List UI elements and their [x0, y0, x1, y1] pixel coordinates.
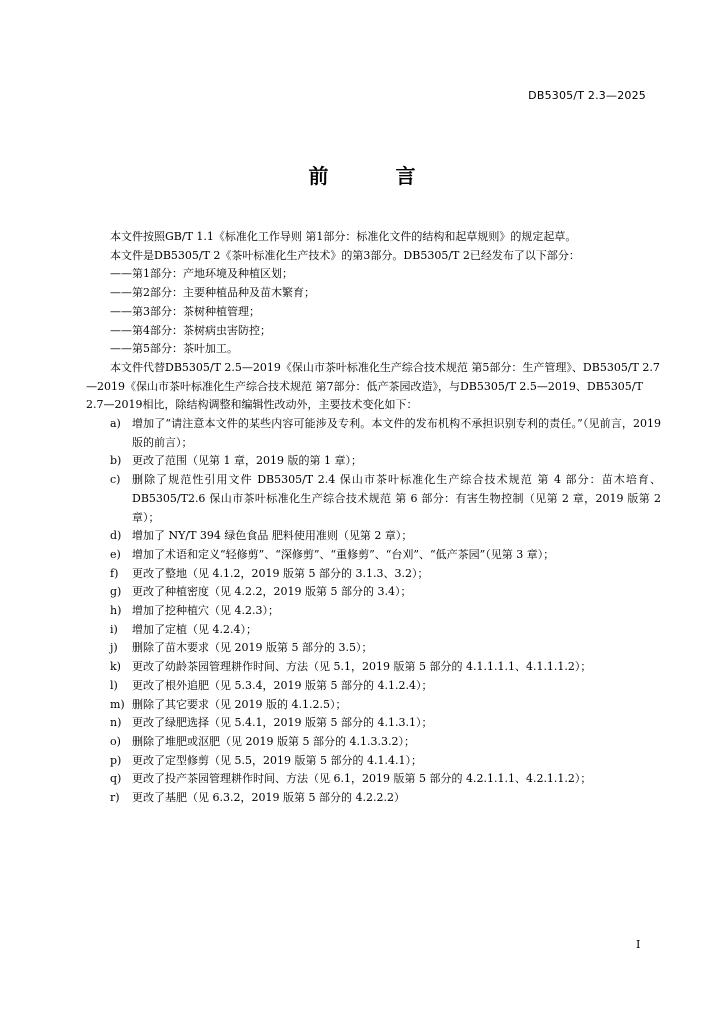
change-text: 更改了投产茶园管理耕作时间、方法（见 6.1，2019 版第 5 部分的 4.2.1.1.1、4.2.1.1.2）； — [132, 772, 592, 786]
intro-paragraph: 本文件是DB5305/T 2《茶叶标准化生产技术》的第3部分。DB5305/T 2已经发布了以下部分： — [110, 248, 580, 262]
change-label: e) — [110, 547, 121, 561]
change-text: 更改了幼龄茶园管理耕作时间、方法（见 5.1，2019 版第 5 部分的 4.1.1.1.1、4.1.1.1.2）； — [132, 660, 592, 674]
change-text: 更改了基肥（见 6.3.2，2019 版第 5 部分的 4.2.2.2） — [132, 791, 405, 805]
document-code: DB5305/T 2.3—2025 — [528, 89, 646, 102]
replace-paragraph: 本文件代替DB5305/T 2.5—2019《保山市茶叶标准化生产综合技术规范 第5部分：生产管理》、DB5305/T 2.7—2019《保山市茶叶标准化生产综合技术规范 第7部分：低产茶园改造》，与DB5305/T 2.5—2019、DB5305/T 2.7—2019相比，除结构调整和编辑性改动外，主要技术变化如下： — [86, 360, 660, 412]
change-text: 更改了绿肥选择（见 5.4.1，2019 版第 5 部分的 4.1.3.1）； — [132, 716, 433, 730]
intro-paragraph: 本文件按照GB/T 1.1《标准化工作导则 第1部分：标准化文件的结构和起草规则》的规定起草。 — [110, 230, 577, 243]
change-item — [86, 658, 661, 677]
change-label: d) — [110, 529, 122, 543]
change-text: 更改了根外追肥（见 5.3.4，2019 版第 5 部分的 4.1.2.4）； — [132, 678, 433, 692]
change-label: n) — [110, 716, 122, 730]
change-label: c) — [110, 473, 121, 487]
change-text: 更改了范围（见第 1 章，2019 版的第 1 章）； — [132, 454, 362, 468]
change-item — [86, 452, 661, 471]
change-item — [86, 621, 661, 640]
page-number: I — [636, 938, 641, 951]
change-label: k) — [110, 660, 121, 674]
change-label: o) — [110, 734, 121, 748]
change-label: p) — [110, 753, 122, 767]
part-list-item: ——第3部分：茶树种植管理； — [110, 304, 260, 318]
change-text: 更改了整地（见 4.1.2，2019 版第 5 部分的 3.1.3、3.2）； — [132, 566, 429, 580]
change-item — [86, 415, 661, 452]
change-label: i) — [110, 622, 118, 636]
part-list-item: ——第1部分：产地环境及种植区划； — [110, 267, 293, 281]
change-item — [86, 789, 661, 808]
change-label: q) — [110, 772, 122, 786]
change-item — [86, 583, 661, 602]
change-label: h) — [110, 604, 122, 618]
change-item — [86, 602, 661, 621]
change-text: 增加了定植（见 4.2.4）； — [132, 622, 257, 636]
change-item — [86, 677, 661, 696]
change-item — [86, 733, 661, 752]
change-label: b) — [110, 454, 122, 468]
change-text: 删除了苗木要求（见 2019 版第 5 部分的 3.5）； — [132, 641, 373, 655]
change-item — [86, 770, 661, 789]
change-item — [86, 639, 661, 658]
change-text: 增加了术语和定义“轻修剪”、“深修剪”、“重修剪”、“台刈”、“低产茶园”（见第 3 章）； — [132, 547, 555, 561]
change-label: m) — [110, 697, 125, 711]
change-item — [86, 696, 661, 715]
page-title: 前 言 — [308, 164, 446, 188]
change-item — [86, 565, 661, 584]
change-item — [86, 752, 661, 771]
change-item — [86, 527, 661, 546]
change-text: 删除了规范性引用文件 DB5305/T 2.4 保山市茶叶标准化生产综合技术规范 第 4 部分：苗木培育、DB5305/T2.6 保山市茶叶标准化生产综合技术规范 第 6 部分：有害生物控制（见第 2 章，2019 版第 2 章）； — [132, 473, 661, 524]
change-item — [86, 471, 661, 527]
document-body — [86, 228, 661, 808]
change-label: f) — [110, 566, 119, 580]
change-text: 增加了“请注意本文件的某些内容可能涉及专利。本文件的发布机构不承担识别专利的责任。”（见前言，2019 版的前言）； — [132, 417, 661, 449]
part-list-item: ——第2部分：主要种植品种及苗木繁育； — [110, 286, 315, 300]
change-text: 增加了 NY/T 394 绿色食品 肥料使用准则（见第 2 章）； — [132, 529, 413, 543]
change-label: r) — [110, 791, 120, 805]
change-text: 增加了挖种植穴（见 4.2.3）； — [132, 604, 279, 618]
change-label: l) — [110, 678, 118, 692]
change-label: j) — [110, 641, 118, 655]
change-text: 更改了种植密度（见 4.2.2，2019 版第 5 部分的 3.4）； — [132, 585, 412, 599]
change-text: 更改了定型修剪（见 5.5，2019 版第 5 部分的 4.1.4.1）； — [132, 753, 422, 767]
part-list-item: ——第5部分：茶叶加工。 — [110, 342, 238, 356]
part-list-item: ——第4部分：茶树病虫害防控； — [110, 323, 271, 337]
change-label: a) — [110, 417, 121, 431]
change-text: 删除了其它要求（见 2019 版的 4.1.2.5）； — [132, 697, 347, 711]
change-label: g) — [110, 585, 122, 599]
change-item — [86, 714, 661, 733]
change-text: 删除了堆肥或沤肥（见 2019 版第 5 部分的 4.1.3.3.2）； — [132, 734, 415, 748]
change-item — [86, 546, 661, 565]
